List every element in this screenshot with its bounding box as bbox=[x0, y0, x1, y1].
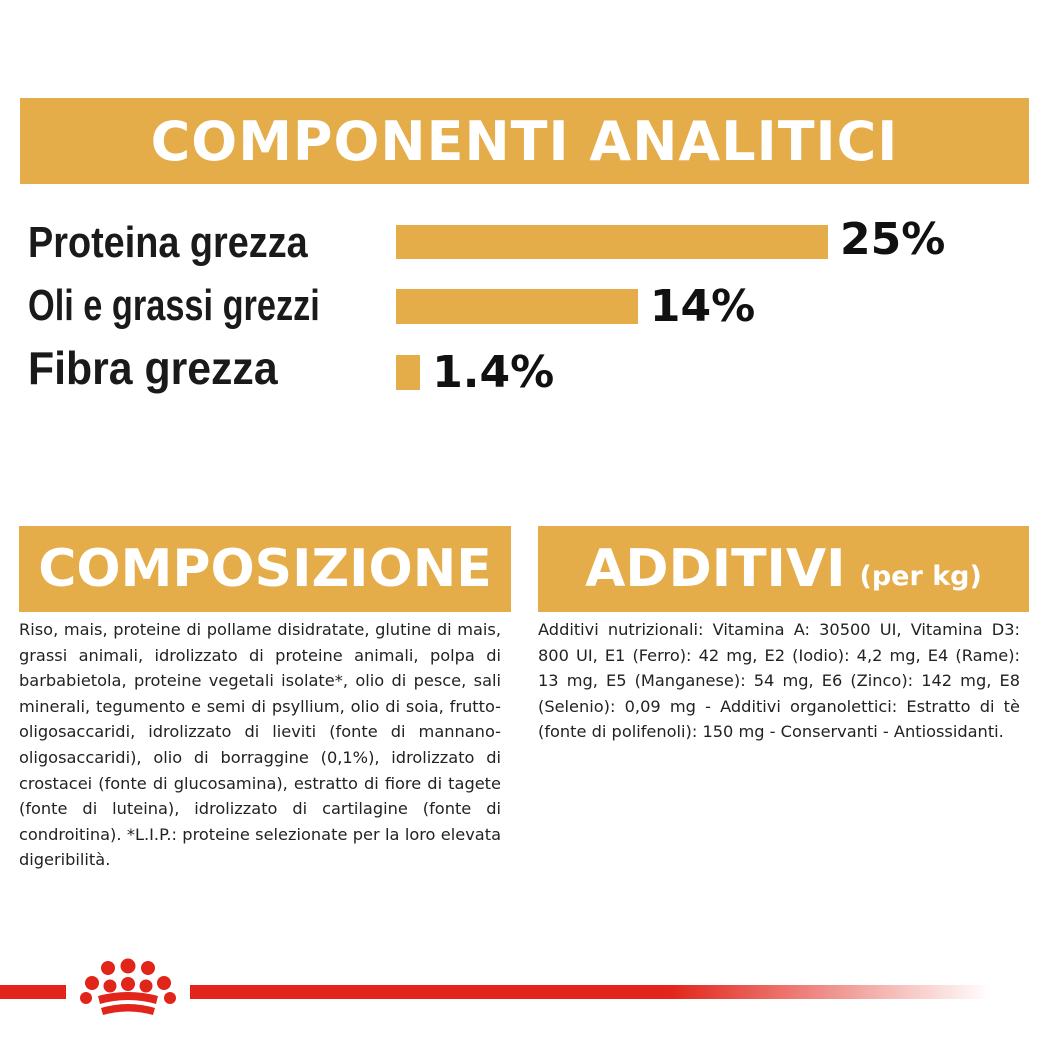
bar-proteina bbox=[396, 225, 828, 259]
analitici-title: COMPONENTI ANALITICI bbox=[150, 109, 899, 173]
additivi-title: ADDITIVI bbox=[585, 539, 846, 599]
composizione-title: COMPOSIZIONE bbox=[38, 539, 492, 599]
composizione-banner bbox=[19, 526, 511, 612]
row-label-oli-grassi: Oli e grassi grezzi bbox=[28, 281, 320, 330]
row-value-fibra: 1.4% bbox=[432, 347, 555, 398]
bar-fibra bbox=[396, 355, 420, 390]
additivi-text: Additivi nutrizionali: Vitamina A: 30500 UI, Vitamina D3: 800 UI, E1 (Ferro): 42 mg, E2 (Iodio): 4,2 mg, E4 (Rame): 13 mg, E5 (Manganese): 54 mg, E6 (Zinco): 142 mg, E8 (Selenio): 0,09 mg - Additivi organolettici: Estratto di tè (fonte di polifenoli): 150 mg - Conservanti - Antiossidanti. bbox=[538, 620, 1020, 742]
additivi-banner bbox=[538, 526, 1029, 612]
row-value-oli-grassi: 14% bbox=[649, 281, 756, 332]
footer-red-line-left bbox=[0, 985, 66, 999]
crown-icon bbox=[76, 958, 180, 1018]
footer-red-line-right bbox=[190, 985, 990, 999]
additivi-subtitle: (per kg) bbox=[859, 560, 982, 592]
row-value-proteina: 25% bbox=[840, 214, 946, 265]
row-label-proteina: Proteina grezza bbox=[28, 218, 308, 267]
row-label-fibra: Fibra grezza bbox=[28, 342, 278, 394]
composizione-text: Riso, mais, proteine di pollame disidratate, glutine di mais, grassi animali, idrolizzato di proteine animali, polpa di barbabietola, proteine vegetali isolate*, olio di pesce, sali minerali, tegumento e semi di psyllium, olio di soia, frutto-oligosaccaridi, idrolizzato di lieviti (fonte di mannano-oligosaccaridi), olio di borraggine (0,1%), idrolizzato di crostacei (fonte di glucosamina), estratto di fiore di tagete (fonte di luteina), idrolizzato di cartilagine (fonte di condroitina). *L.I.P.: proteine selezionate per la loro elevata digeribilità. bbox=[19, 620, 501, 870]
analitici-banner bbox=[20, 98, 1029, 184]
bar-oli-grassi bbox=[396, 289, 638, 324]
